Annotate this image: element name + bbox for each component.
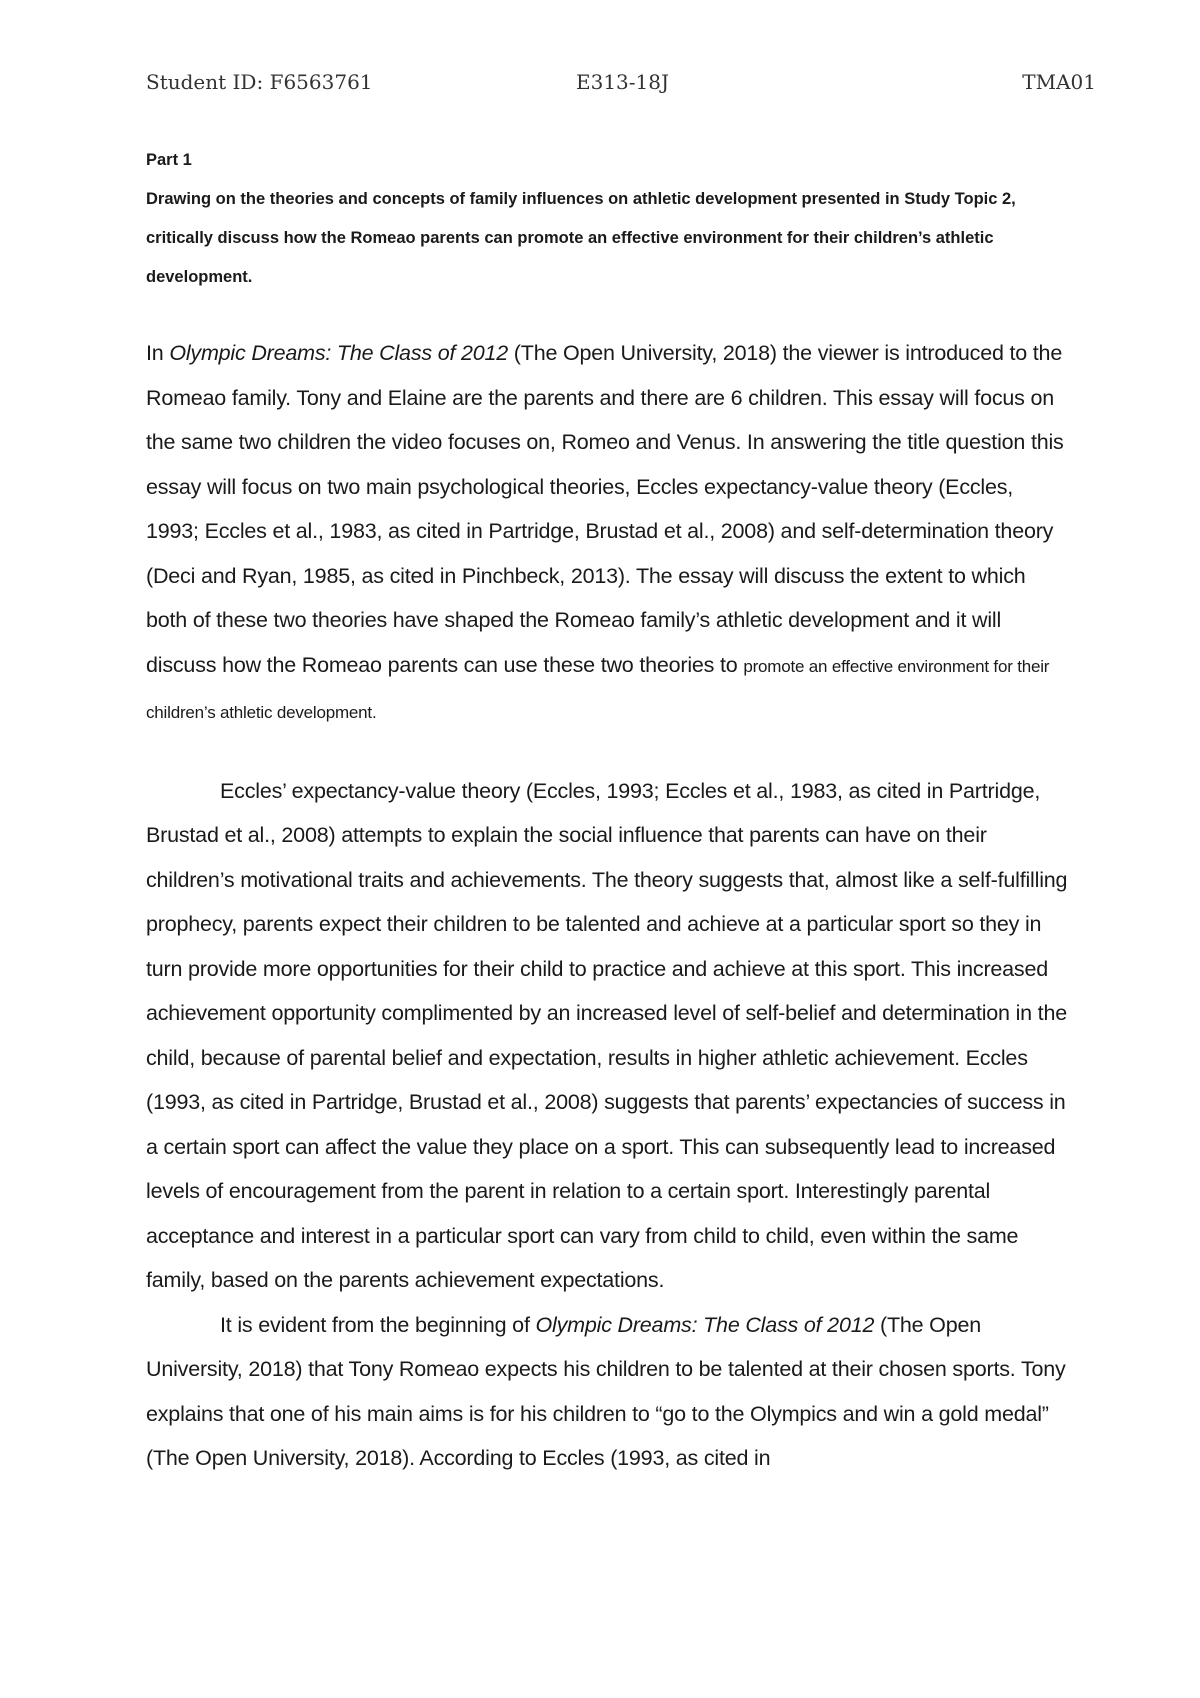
essay-paragraph-3: [146, 1303, 1071, 1481]
essay-paragraph-2: Eccles’ expectancy-value theory (Eccles, 1993; Eccles et al., 1983, as cited in Partridge, Brustad et al., 2008) attempts to explain the social influence that parents can have on their children’s motivational traits and achievements. The theory suggests that, almost like a self-fulfilling prophecy, parents expect their children to be talented and achieve at a particular sport so they in turn provide more opportunities for their child to practice and achieve at this sport. This increased achievement opportunity complimented by an increased level of self-belief and determination in the child, because of parental belief and expectation, results in higher athletic achievement. Eccles (1993, as cited in Partridge, Brustad et al., 2008) suggests that parents’ expectancies of success in a certain sport can affect the value they place on a sport. This can subsequently lead to increased levels of encouragement from the parent in relation to a certain sport. Interestingly parental acceptance and interest in a particular sport can vary from child to child, even within the same family, based on the parents achievement expectations.: [146, 778, 1068, 1292]
essay-paragraph-1: [146, 331, 1071, 736]
paragraph-text: In: [146, 341, 170, 365]
module-code: E313-18J: [576, 70, 669, 94]
student-id: Student ID: F6563761: [146, 70, 373, 94]
paragraph-text: (The Open University, 2018) that Tony Romeao expects his children to be talented at their chosen sports. Tony explains that one of his main aims is for his children to “go to the Olympics and win a gold medal” (The Open University, 2018). According to Eccles (1993, as cited in: [146, 1312, 1066, 1470]
part-label: Part 1: [146, 151, 192, 169]
film-title: Olympic Dreams: The Class of 2012: [535, 1312, 875, 1337]
essay-question: Drawing on the theories and concepts of family influences on athletic development presented in Study Topic 2, critically discuss how the Romeao parents can promote an effective environment for their children’s athletic development.: [146, 190, 1016, 286]
film-title: Olympic Dreams: The Class of 2012: [169, 341, 509, 365]
page-header: [146, 70, 1096, 100]
paragraph-text: (The Open University, 2018) the viewer is introduced to the Romeao family. Tony and Elaine are the parents and there are 6 children. This essay will focus on the same two children the video focuses on, Romeo and Venus. In answering the title question this essay will focus on two main psychological theories, Eccles expectancy-value theory (Eccles, 1993; Eccles et al., 1983, as cited in Partridge, Brustad et al., 2008) and self-determination theory (Deci and Ryan, 1985, as cited in Pinchbeck, 2013). The essay will discuss the extent to which both of these two theories have shaped the Romeao family’s athletic development and it will discuss how the Romeao parents can use these two theories to: [146, 341, 1064, 677]
paragraph-text: It is evident from the beginning of: [220, 1312, 536, 1337]
paragraph-text-small: promote an effective environment for their children’s athletic development.: [146, 656, 1050, 722]
assignment-code: TMA01: [1022, 70, 1096, 94]
document-body: [146, 148, 1071, 1481]
